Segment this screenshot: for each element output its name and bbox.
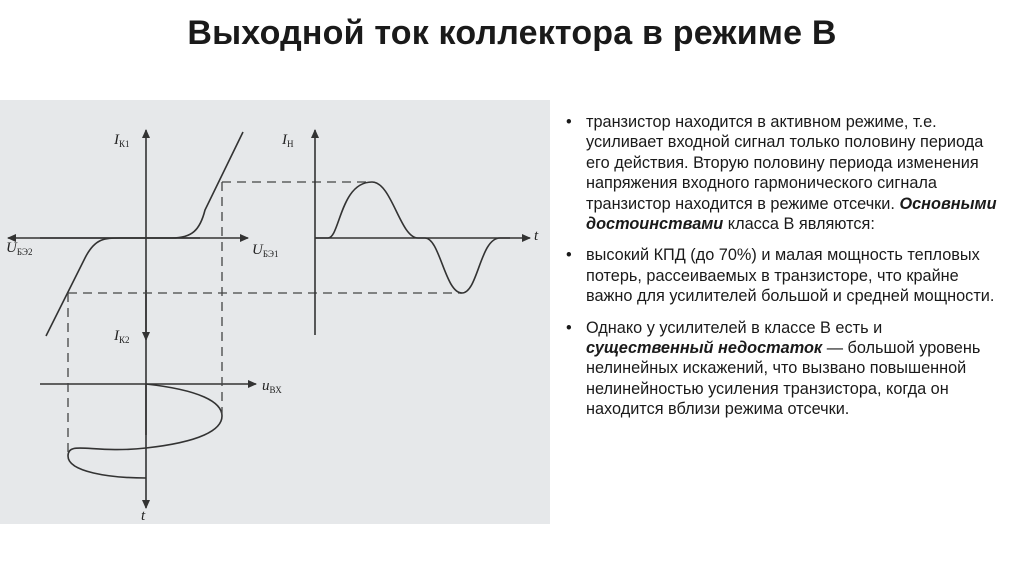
- bullet-item-2: [562, 245, 1002, 306]
- bullet-1-tail: класса В являются:: [727, 215, 875, 234]
- bullet-1-bold: Основными достоинствами: [586, 194, 997, 234]
- bullet-item-1: [562, 112, 1002, 234]
- bullet-list: [562, 112, 1002, 431]
- diagram-svg: [0, 100, 550, 524]
- bullet-3-tail: — большой уровень нелинейных искажений, что вызвано повышенной нелинейностью усиления транзистора, когда он находится вблизи режима отсечки.: [586, 339, 981, 419]
- slide-title: Выходной ток коллектора в режиме В: [187, 14, 837, 52]
- ube1-label: $U_{БЭ1}$: [252, 242, 279, 259]
- bullet-marker: •: [566, 246, 572, 265]
- input-sine-wave: [68, 384, 222, 478]
- bullet-2-text: высокий КПД (до 70%) и малая мощность тепловых потерь, рассеиваемых в транзисторе, что крайне важно для усилителей большой и средней мощности.: [586, 246, 995, 306]
- uvx-label: $u_{ВХ}$: [262, 378, 282, 395]
- bullet-marker: •: [566, 318, 572, 337]
- bullet-3-bold: существенный недостаток: [586, 339, 823, 358]
- ik2-label: $I_{К2}$: [114, 328, 130, 345]
- bullet-marker: •: [566, 113, 572, 131]
- bullet-3-head: Однако у усилителей в классе В есть и: [586, 318, 883, 337]
- transistor-class-b-diagram: [0, 100, 550, 524]
- bullet-1-text: транзистор находится в активном режиме, т.е. усиливает входной сигнал только половину периода его действия. Вторую половину периода изменения напряжения входного гармонического сигнала транзистор находится в режиме отсечки.: [586, 113, 984, 213]
- in-label: $I_Н$: [282, 132, 294, 149]
- ik1-label: $I_{К1}$: [114, 132, 130, 149]
- t-bottom-label: t: [141, 508, 146, 524]
- transfer-curve: [46, 132, 243, 336]
- bullet-item-3: [562, 318, 1002, 420]
- ube2-label: $U_{БЭ2}$: [6, 240, 33, 257]
- t-right-label: t: [534, 228, 539, 244]
